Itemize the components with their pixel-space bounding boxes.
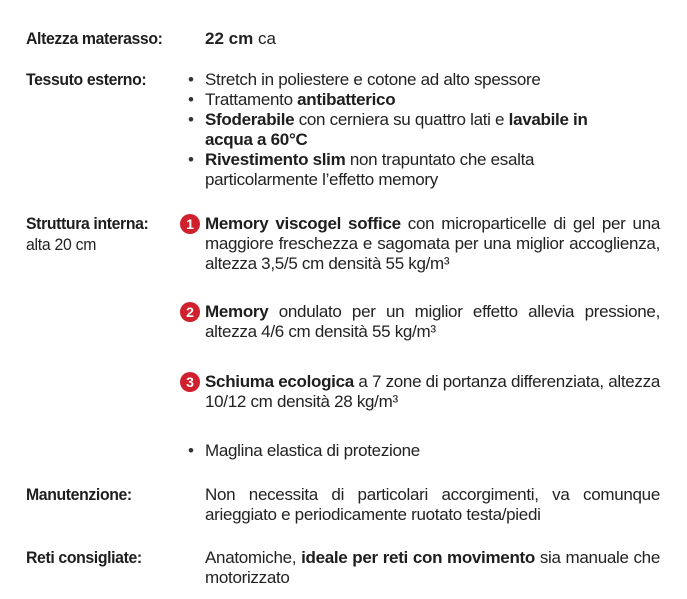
maintenance-label: Manutenzione: bbox=[26, 485, 132, 504]
layer-3-text: a 7 zone di portanza differenziata, altezza 10/12 cm densità 28 kg/m³ bbox=[205, 372, 660, 411]
bases-text-bold: ideale per reti con movimento bbox=[301, 548, 535, 567]
bases-label: Reti consigliate: bbox=[26, 548, 142, 567]
layer-1-number-badge: 1 bbox=[180, 214, 200, 234]
fabric-item-3-bold1: Sfoderabile bbox=[205, 110, 295, 129]
fabric-item-3 bbox=[205, 110, 625, 150]
bases-text bbox=[205, 548, 660, 588]
layer-2-description bbox=[205, 302, 660, 342]
fabric-item-4-text: non trapuntato che esalta particolarmente l’effetto memory bbox=[205, 150, 535, 189]
height-value-number: 22 cm bbox=[205, 29, 254, 48]
structure-extra: Maglina elastica di protezione bbox=[205, 441, 420, 460]
fabric-item-3-bold2: lavabile in acqua a 60°C bbox=[205, 110, 588, 149]
fabric-item-4-bold: Rivestimento slim bbox=[205, 150, 346, 169]
layer-1-title: Memory viscogel soffice bbox=[205, 214, 401, 233]
fabric-label: Tessuto esterno: bbox=[26, 70, 147, 89]
bases-text-post: sia manuale che motorizzato bbox=[205, 548, 660, 587]
bullet-symbol: • bbox=[188, 441, 194, 460]
fabric-item-2 bbox=[205, 90, 660, 110]
bullet-symbol: • bbox=[188, 70, 194, 89]
bullet-symbol: • bbox=[188, 90, 194, 109]
layer-2-text: ondulato per un miglior effetto allevia pressione, altezza 4/6 cm densità 55 kg/m³ bbox=[205, 302, 660, 341]
layer-3-description bbox=[205, 372, 660, 412]
layer-3-number-badge: 3 bbox=[180, 372, 200, 392]
fabric-item-3-text: con cerniera su quattro lati e bbox=[294, 110, 509, 129]
fabric-item-2-bold: antibatterico bbox=[297, 90, 396, 109]
layer-1-description bbox=[205, 214, 660, 274]
structure-sublabel: alta 20 cm bbox=[26, 235, 97, 254]
layer-3-title: Schiuma ecologica bbox=[205, 372, 354, 391]
bases-text-pre: Anatomiche, bbox=[205, 548, 302, 567]
bullet-symbol: • bbox=[188, 150, 194, 169]
fabric-item-2-text: Trattamento bbox=[205, 90, 298, 109]
height-value bbox=[205, 29, 276, 49]
layer-2-number-badge: 2 bbox=[180, 302, 200, 322]
fabric-item-1 bbox=[205, 70, 660, 90]
layer-1-text: con microparticelle di gel per una maggiore freschezza e sagomata per una miglior accoglienza, altezza 3,5/5 cm densità 55 kg/m³ bbox=[205, 214, 660, 273]
maintenance-text: Non necessita di particolari accorgimenti, va comunque arieggiato e periodicamente ruotato testa/piedi bbox=[205, 485, 660, 524]
fabric-item-4 bbox=[205, 150, 565, 190]
bullet-symbol: • bbox=[188, 110, 194, 129]
structure-label: Struttura interna: bbox=[26, 214, 149, 233]
layer-2-title: Memory bbox=[205, 302, 269, 321]
height-value-unit: ca bbox=[257, 29, 276, 48]
fabric-item-1-text: Stretch in poliestere e cotone ad alto spessore bbox=[205, 70, 541, 89]
height-label: Altezza materasso: bbox=[26, 29, 163, 48]
